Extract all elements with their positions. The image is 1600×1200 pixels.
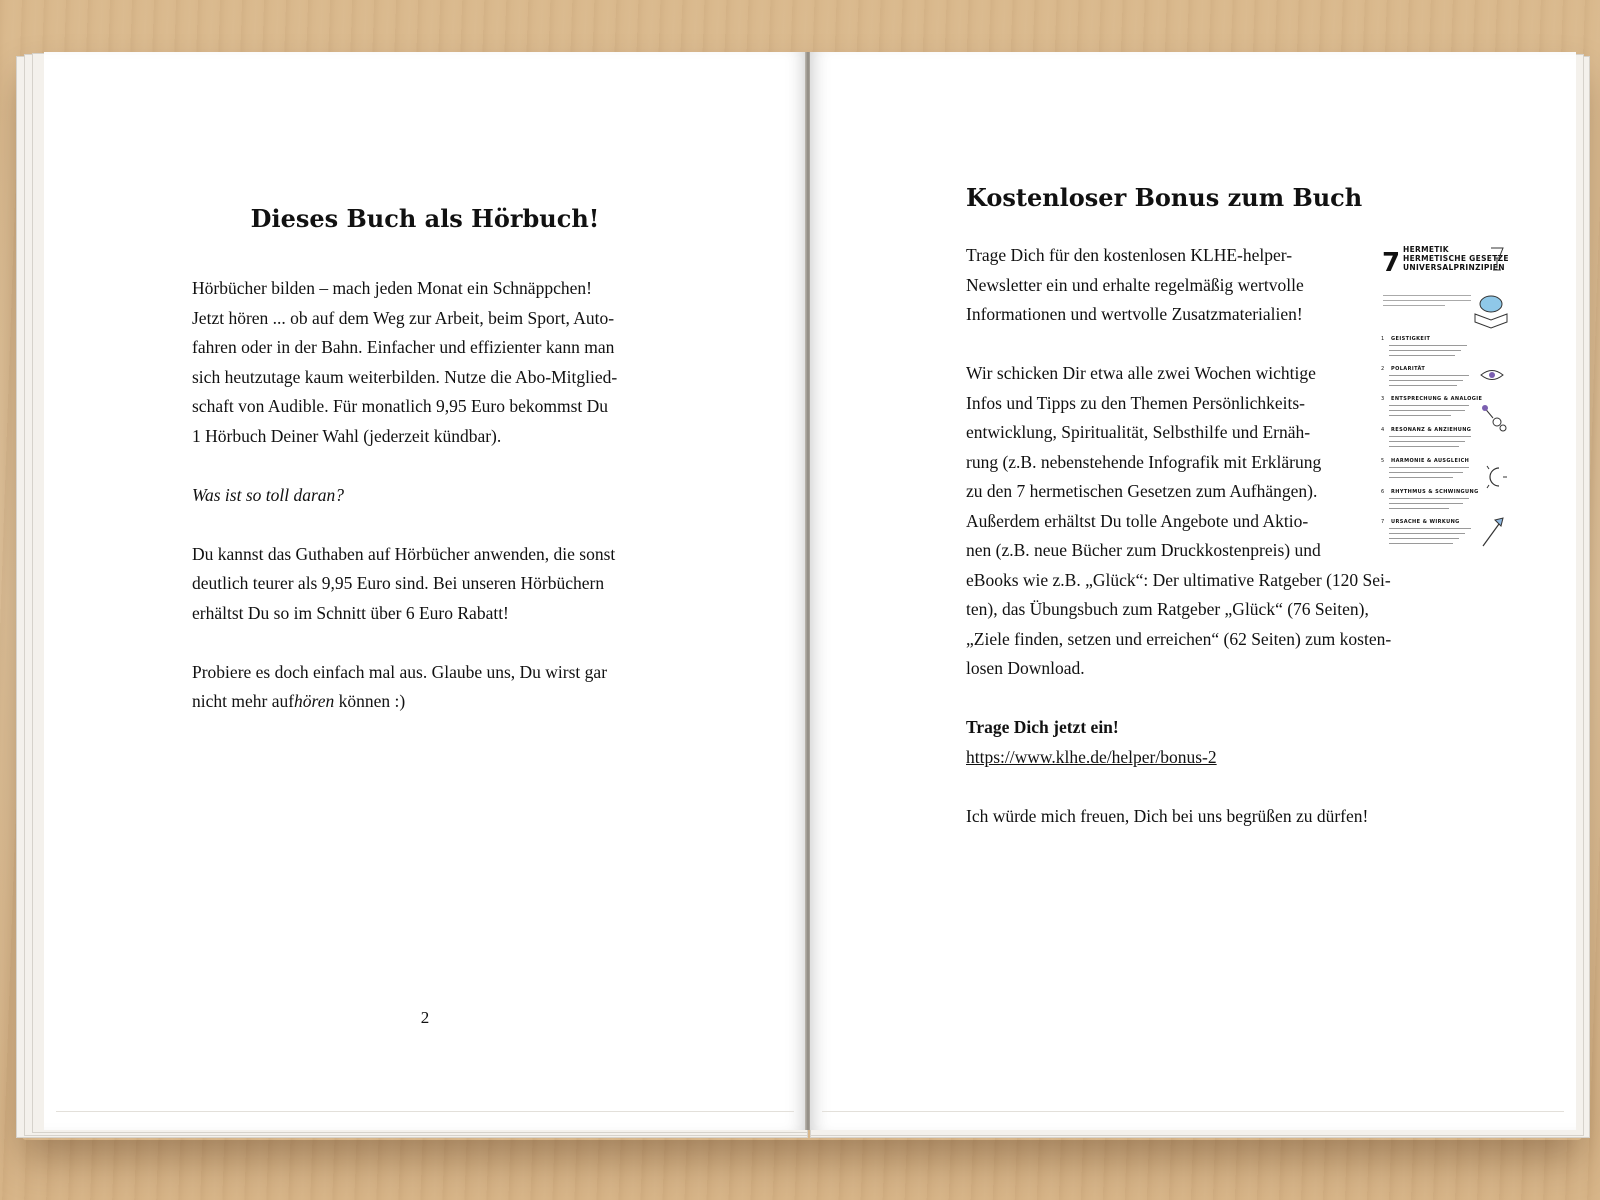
eye-icon — [1479, 366, 1505, 384]
bonus-link[interactable]: https://www.klhe.de/helper/bonus-2 — [966, 746, 1217, 767]
hermetik-infographic: 7 HERMETIK HERMETISCHE GESETZE UNIVERSALPRINZIPIEN 1 GEISTIGKEIT 2 POLARITÄT 3 ENTSPRECHUNG & ANALOGIE 4 RESONANZ & ANZIEHUNG 5 HARMONIE & AUSGLEICH 6 RHYTHMUS & SCHWINGUNG 7 URSACHE & WIRKUNG — [1379, 244, 1511, 564]
crystal-wand-icon — [1479, 516, 1507, 550]
paragraph-newsletter: Trage Dich für den kostenlosen KLHE-helper- Newsletter ein und erhalte regelmäßig wertvolle Informationen und wertvolle Zusatzmaterialien! — [966, 245, 1304, 324]
left-body — [192, 274, 662, 746]
page-number: 2 — [420, 1008, 430, 1027]
cta-block — [966, 713, 1446, 772]
page-edge — [56, 1111, 794, 1112]
infographic-number: 7 — [1382, 248, 1401, 278]
goblet-icon — [1485, 244, 1509, 274]
page-edge — [822, 1111, 1564, 1112]
infographic-title: HERMETIK HERMETISCHE GESETZE UNIVERSALPRINZIPIEN — [1403, 245, 1509, 272]
infographic-intro — [1383, 292, 1471, 316]
page-title-bonus: Kostenloser Bonus zum Buch — [966, 183, 1363, 212]
paragraph-tipps: Wir schicken Dir etwa alle zwei Wochen wichtige Infos und Tipps zu den Themen Persönlichkeits- entwicklung, Spiritualität, Selbsthilfe und Ernäh- rung (z.B. nebenstehende Infografik mit Erklärung zu den 7 hermetischen Gesetzen zum Aufhängen). Außerdem erhältst Du tolle Angebote und Aktio- nen (z.B. neue Bücher zum Druckkostenpreis) und eBooks wie z.B. „Glück“: Der ultimative Ratgeber (120 Sei- ten), das Übungsbuch zum Ratgeber „Glück“ (76 Seiten), „Ziele finden, setzen und erreichen“ (62 Seiten) zum kosten- losen Download. — [966, 363, 1392, 678]
book-cloud-icon — [1471, 292, 1511, 332]
paragraph-guthaben: Du kannst das Guthaben auf Hörbücher anwenden, die sonst deutlich teurer als 9,95 Euro sind. Bei unseren Hörbüchern erhältst Du so im Schnitt über 6 Euro Rabatt! — [192, 543, 616, 623]
right-body — [966, 241, 1446, 861]
cta-text: Trage Dich jetzt ein! — [966, 717, 1119, 737]
page-title: Dieses Buch als Hörbuch! — [250, 204, 600, 233]
paragraph-audible: Hörbücher bilden – mach jeden Monat ein Schnäppchen! Jetzt hören ... ob auf dem Weg zur Arbeit, beim Sport, Auto- fahren oder in der Bahn. Einfacher und effizienter kann man sich heutzutage kaum weiterbilden. Nutze die Abo-Mitglied- schaft von Audible. Für monatlich 9,95 Euro bekommst Du 1 Hörbuch Deiner Wahl (jederzeit kündbar). — [192, 278, 618, 446]
paragraph-probiere: Probiere es doch einfach mal aus. Glaube uns, Du wirst gar nicht mehr aufhören können :) — [192, 661, 608, 711]
right-page — [810, 52, 1576, 1130]
pendulum-icon — [1479, 404, 1509, 434]
subheading-question: Was ist so toll daran? — [192, 484, 345, 505]
closing-text: Ich würde mich freuen, Dich bei uns begrüßen zu dürfen! — [966, 805, 1369, 826]
sun-moon-icon — [1481, 462, 1507, 492]
left-page — [44, 52, 806, 1130]
